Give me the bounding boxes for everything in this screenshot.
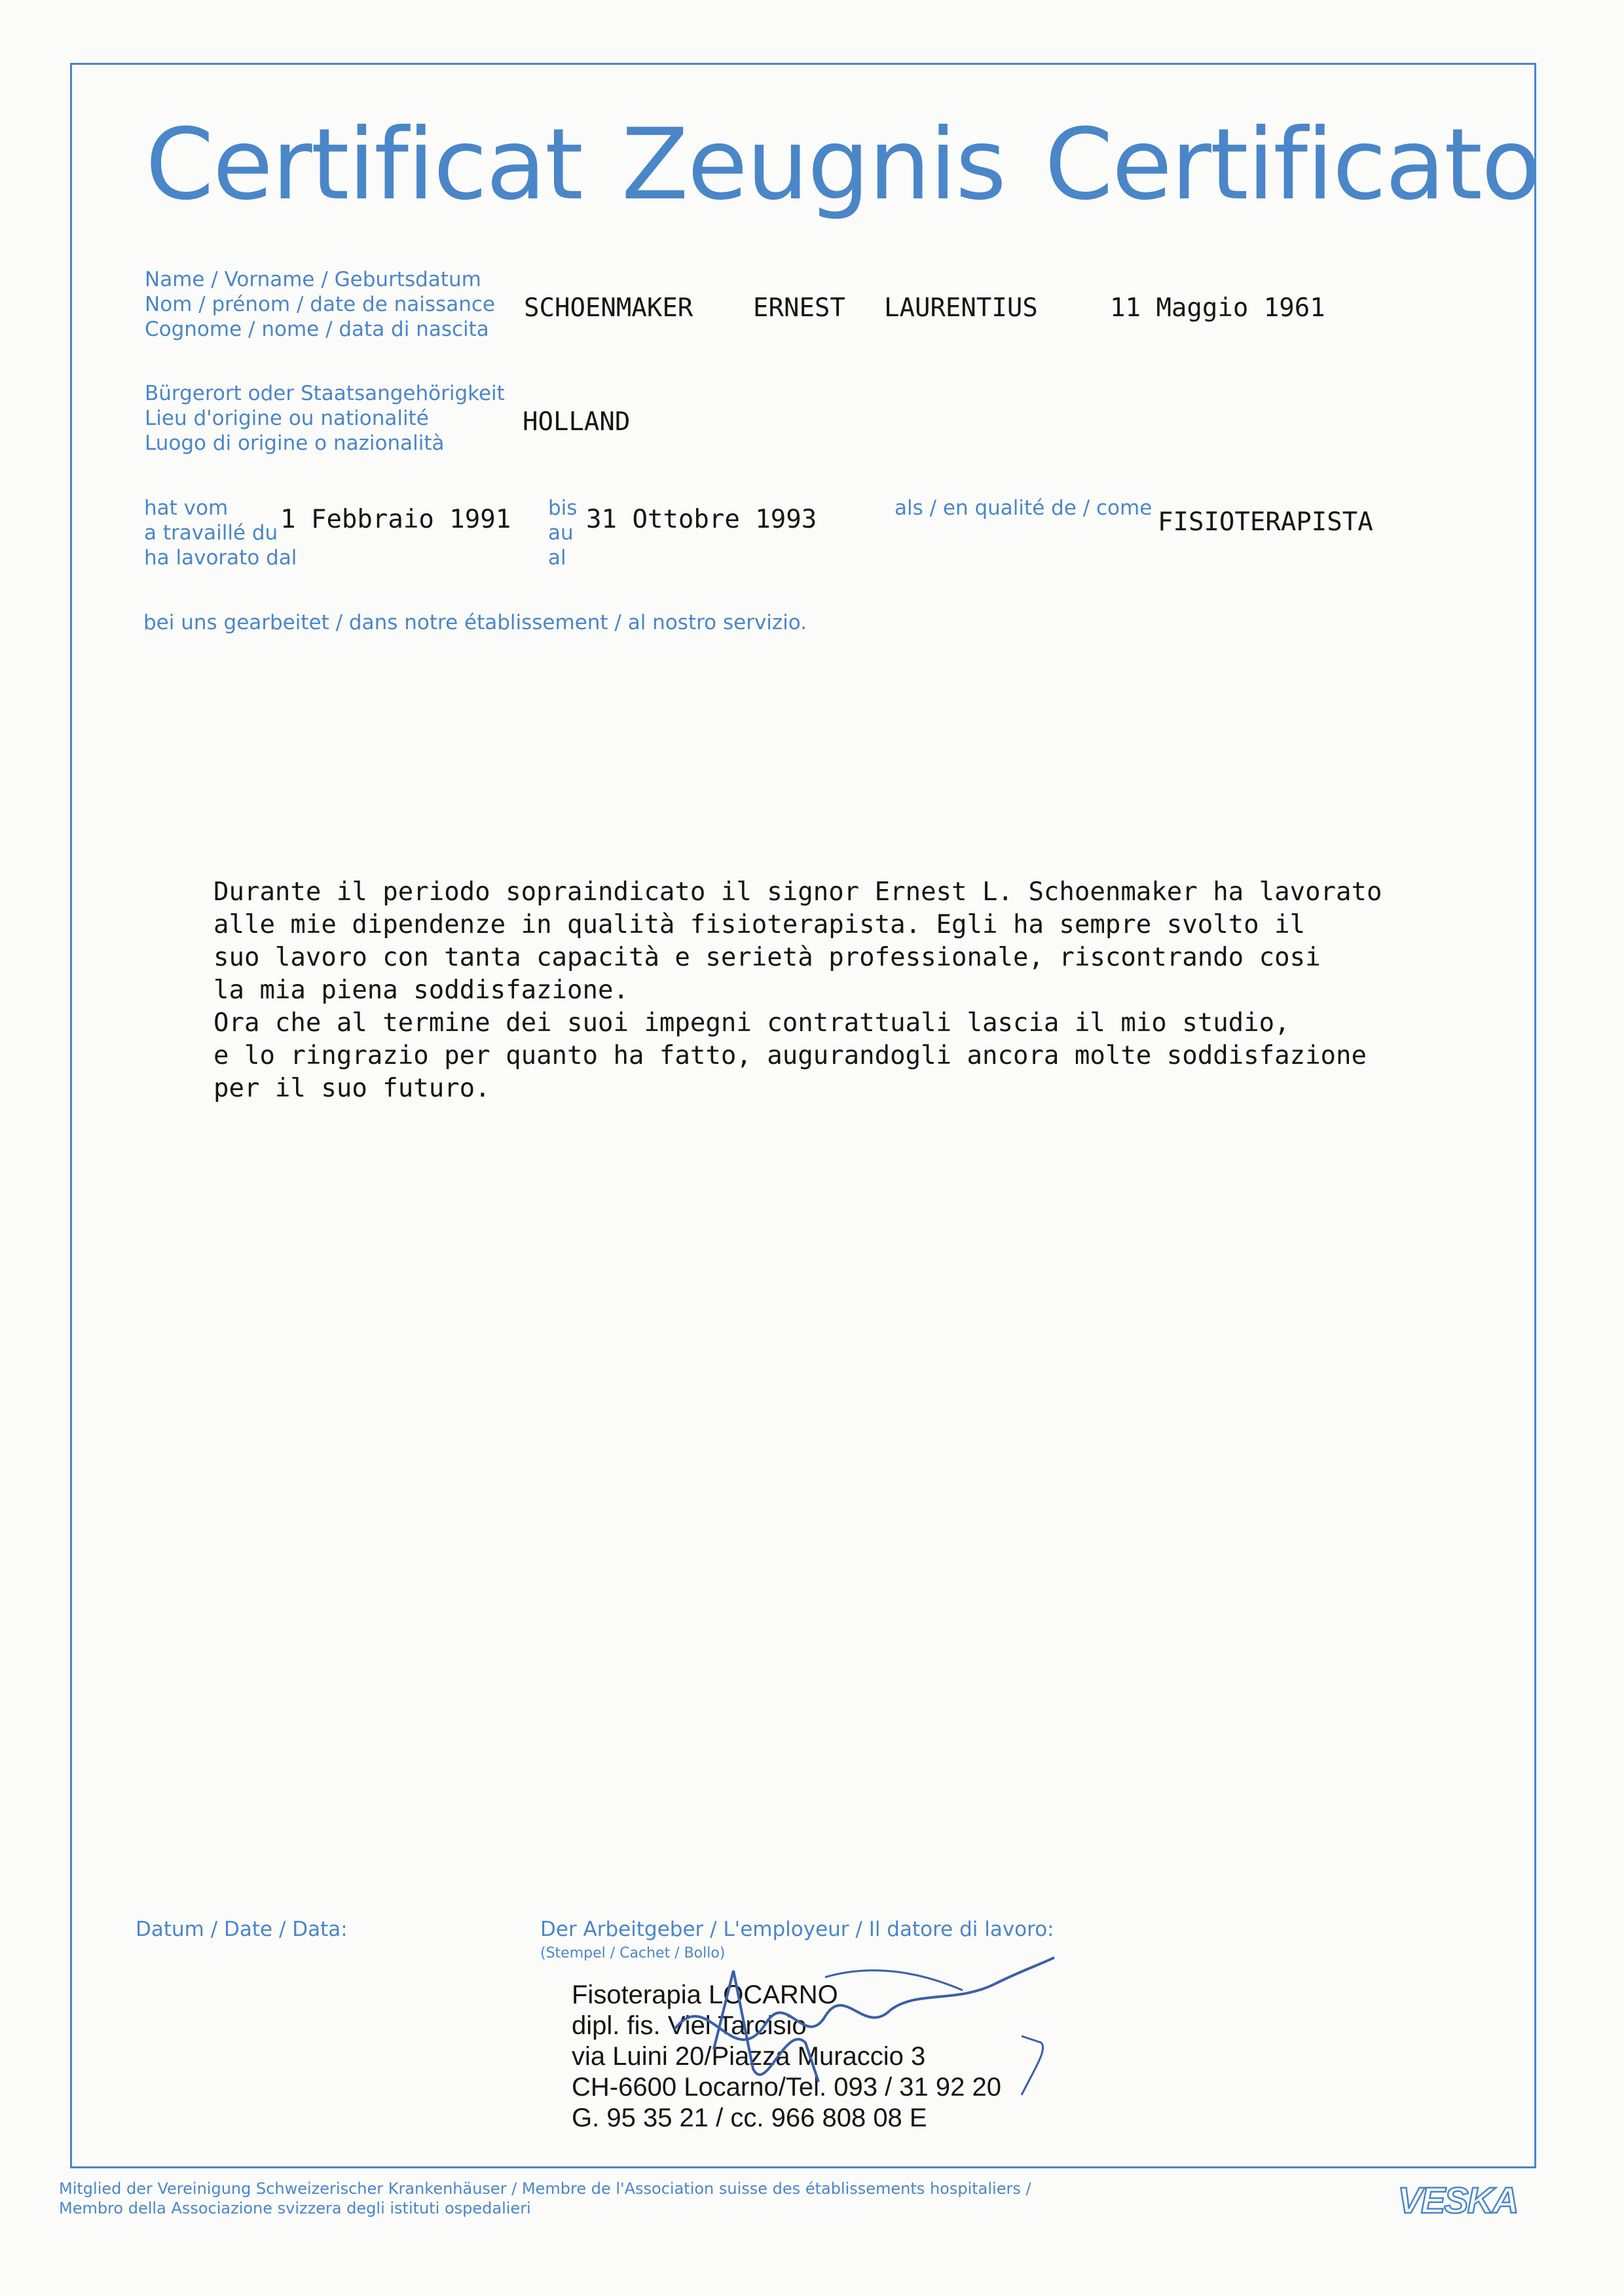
footer-line: Mitglied der Vereinigung Schweizerischer Krankenhäuser / Membre de l'Association suisse des établissements hospitaliers /: [59, 2179, 1031, 2198]
period-from-labels: [144, 496, 297, 570]
stamp-line: dipl. fis. Viel Tarcisio: [572, 2011, 807, 2040]
origin-label-fr: Lieu d'origine ou nationalité: [145, 407, 429, 430]
name-label-de: Name / Vorname / Geburtsdatum: [145, 268, 481, 291]
origin-labels: [145, 381, 505, 456]
stamp-label: (Stempel / Cachet / Bollo): [540, 1945, 726, 1961]
certificate-title: [145, 108, 1540, 222]
role-label: als / en qualité de / come: [895, 496, 1153, 520]
from-label-it: ha lavorato dal: [144, 546, 297, 570]
name-label-fr: Nom / prénom / date de naissance: [145, 293, 495, 316]
body-line: alle mie dipendenze in qualità fisioterapista. Egli ha sempre svolto il: [213, 910, 1306, 939]
body-line: Ora che al termine dei suoi impegni contrattuali lascia il mio studio,: [213, 1008, 1290, 1038]
body-line: e lo ringrazio per quanto ha fatto, augurandogli ancora molte soddisfazione: [213, 1041, 1367, 1070]
footer-line: Membro della Associazione svizzera degli istituti ospedalieri: [59, 2199, 531, 2217]
to-label-de: bis: [548, 496, 578, 520]
from-label-fr: a travaillé du: [144, 521, 278, 545]
certificate-body: [213, 876, 1382, 1105]
origin-label-de: Bürgerort oder Staatsangehörigkeit: [145, 382, 505, 405]
date-label: Datum / Date / Data:: [136, 1918, 348, 1941]
title-word-french: Certificat: [145, 108, 582, 222]
body-line: Durante il periodo sopraindicato il signor Ernest L. Schoenmaker ha lavorato: [213, 877, 1382, 907]
origin-label-it: Luogo di origine o nazionalità: [145, 431, 445, 455]
employer-label: Der Arbeitgeber / L'employeur / Il datore di lavoro:: [540, 1918, 1054, 1941]
stamp-line: CH-6600 Locarno/Tel. 093 / 31 92 20: [572, 2073, 1001, 2102]
veska-logo: [1387, 2180, 1528, 2222]
nationality-value: HOLLAND: [523, 407, 631, 437]
from-date-value: 1 Febbraio 1991: [280, 505, 511, 534]
body-line: suo lavoro con tanta capacità e serietà professionale, riscontrando cosi: [213, 943, 1321, 972]
certificate-frame: [70, 63, 1536, 2168]
title-word-german: Zeugnis: [621, 108, 1006, 222]
name-label-it: Cognome / nome / data di nascita: [145, 318, 489, 341]
stamp-line: G. 95 35 21 / cc. 966 808 08 E: [572, 2104, 927, 2132]
service-closing-label: bei uns gearbeitet / dans notre établissement / al nostro servizio.: [143, 611, 807, 634]
stamp-line: via Luini 20/Piazza Muraccio 3: [572, 2042, 926, 2071]
footer-membership: [59, 2179, 1031, 2218]
period-to-labels: [548, 496, 577, 570]
body-line: per il suo futuro.: [213, 1074, 490, 1103]
name-labels: [145, 267, 495, 342]
to-label-fr: au: [548, 521, 574, 545]
birth-date-value: 11 Maggio 1961: [1110, 293, 1325, 323]
first-name-value: ERNEST: [753, 293, 845, 323]
from-label-de: hat vom: [144, 496, 229, 520]
title-word-italian: Certificato: [1044, 108, 1540, 222]
handwritten-signature: [655, 1944, 1061, 2141]
role-value: FISIOTERAPISTA: [1158, 507, 1373, 537]
veska-logo-text: VESKA: [1397, 2180, 1518, 2221]
surname-value: SCHOENMAKER: [524, 293, 693, 323]
to-label-it: al: [548, 546, 566, 570]
stamp-line: Fisoterapia LOCARNO: [572, 1980, 838, 2009]
body-line: la mia piena soddisfazione.: [213, 975, 629, 1005]
to-date-value: 31 Ottobre 1993: [586, 505, 817, 534]
middle-name-value: LAURENTIUS: [884, 293, 1038, 323]
